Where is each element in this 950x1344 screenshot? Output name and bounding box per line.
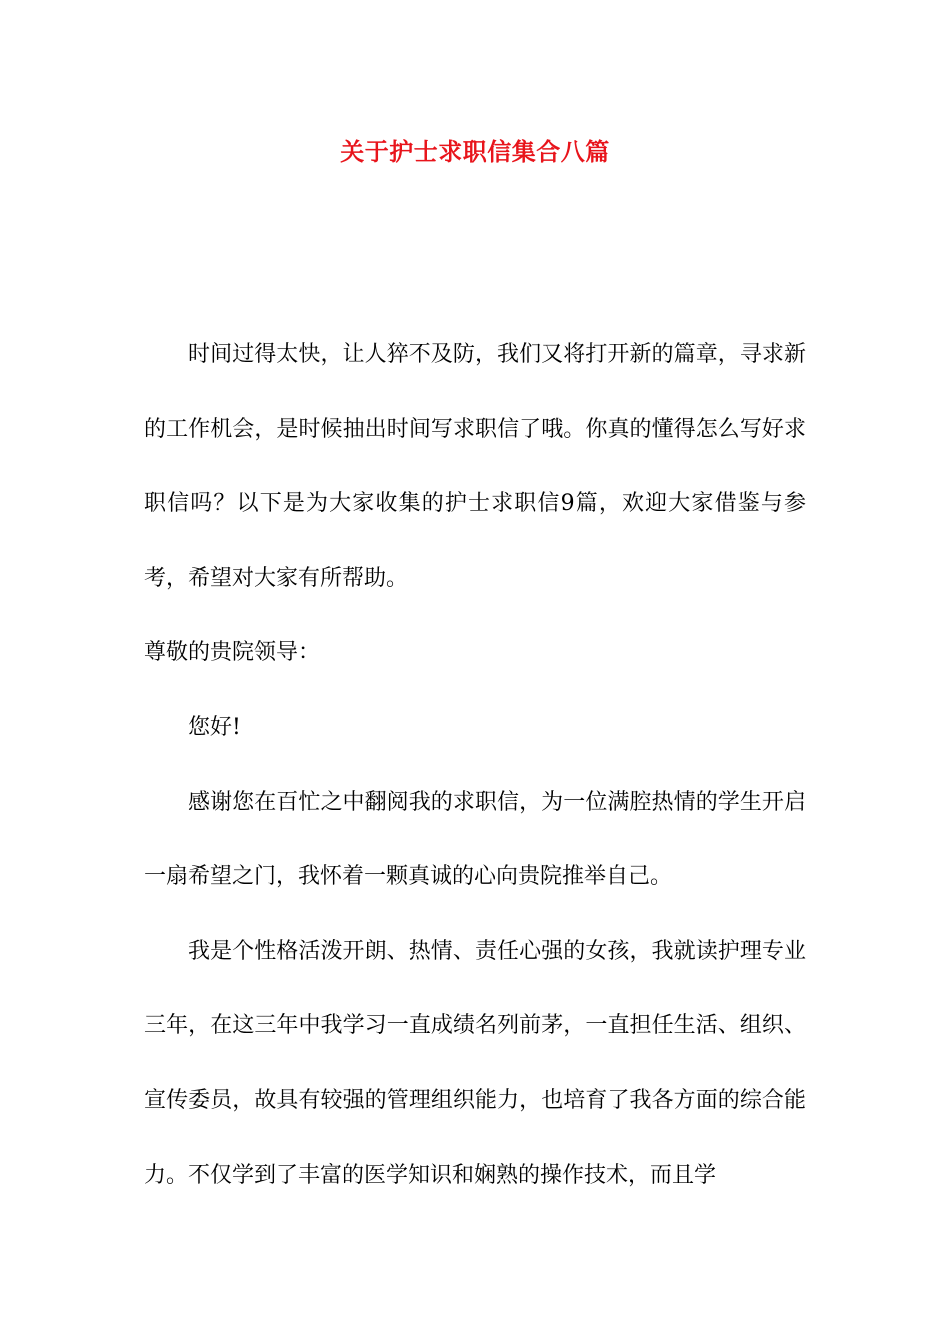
document-body <box>144 318 806 1213</box>
body-paragraph-thanks: 感谢您在百忙之中翻阅我的求职信，为一位满腔热情的学生开启一扇希望之门，我怀着一颗真诚的心向贵院推举自己。 <box>144 789 806 890</box>
document-title: 关于护士求职信集合八篇 <box>340 137 610 166</box>
greeting: 您好! <box>188 714 241 740</box>
intro-paragraph: 时间过得太快，让人猝不及防，我们又将打开新的篇章，寻求新的工作机会，是时候抽出时间写求职信了哦。你真的懂得怎么写好求职信吗？以下是为大家收集的护士求职信9篇，欢迎大家借鉴与参考，希望对大家有所帮助。 <box>144 342 806 591</box>
body-paragraph-self-intro: 我是个性格活泼开朗、热情、责任心强的女孩，我就读护理专业三年，在这三年中我学习一直成绩名列前茅，一直担任生活、组织、宣传委员，故具有较强的管理组织能力，也培育了我各方面的综合能力。不仅学到了丰富的医学知识和娴熟的操作技术，而且学 <box>144 938 806 1188</box>
salutation: 尊敬的贵院领导： <box>144 640 321 666</box>
